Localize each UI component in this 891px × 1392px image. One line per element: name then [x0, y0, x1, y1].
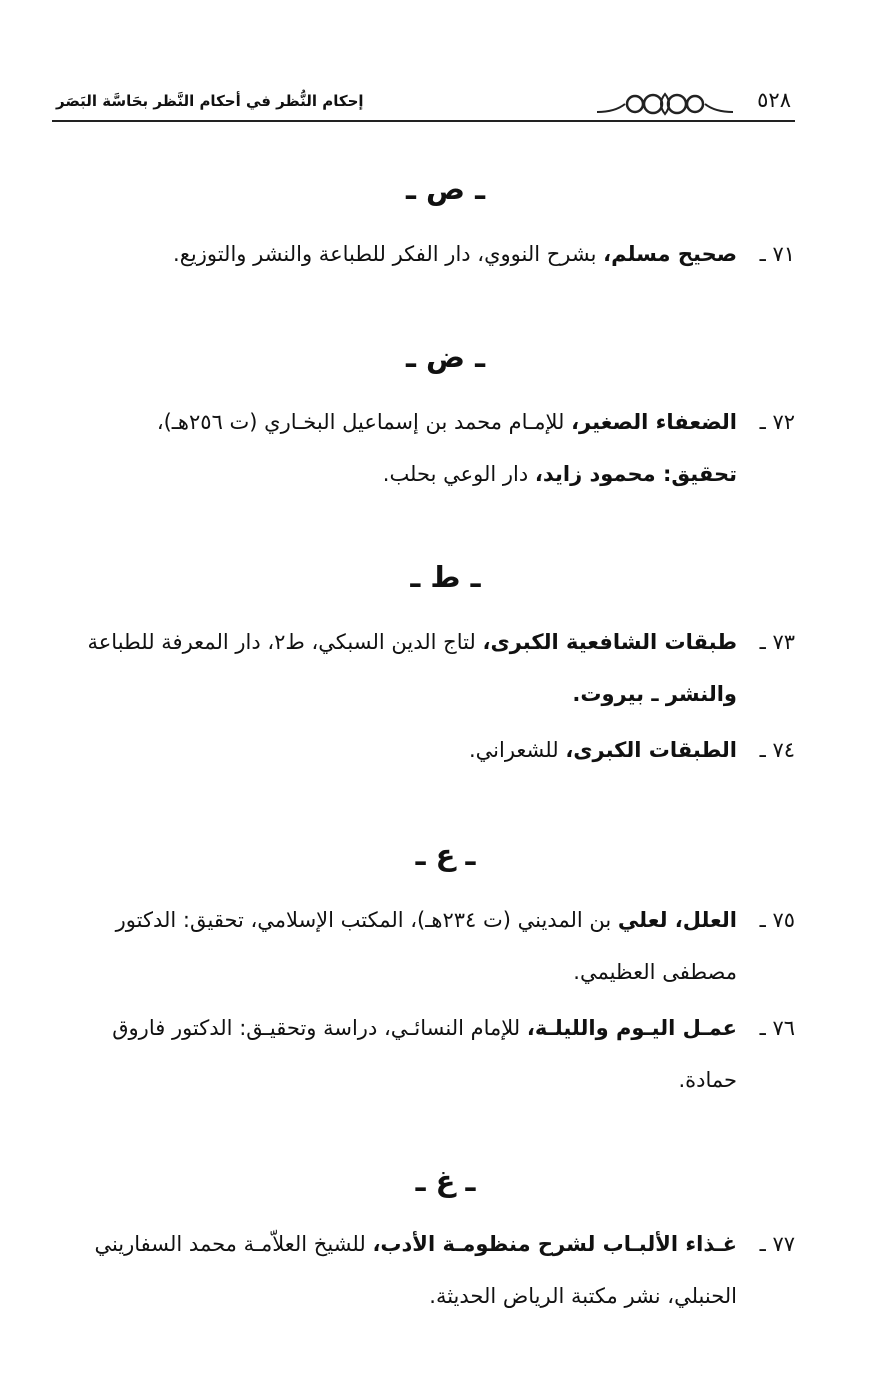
entry-number: ٧٦ ـ — [759, 1016, 795, 1040]
entry-text: للشعراني. — [468, 738, 566, 762]
entry-77 — [52, 1218, 795, 1322]
entry-text: للإمـام محمد بن إسماعيل البخـاري (ت ٢٥٦هـ)، — [156, 410, 572, 434]
section-letter-sad: ـ ص ـ — [405, 172, 486, 206]
entry-title: العلل، لعلي — [617, 908, 737, 932]
entry-continuation — [52, 668, 795, 720]
entry-76 — [52, 1002, 795, 1106]
entry-continuation — [52, 1054, 795, 1106]
entry-continuation — [52, 946, 795, 998]
entry-text: الحنبلي، نشر مكتبة الرياض الحديثة. — [429, 1284, 737, 1308]
running-title: إحكام النُّظر في أحكام النَّظر بحَاسَّة البَصَر — [56, 92, 364, 110]
entry-text: للشيخ العلاّمـة محمد السفاريني — [94, 1232, 373, 1256]
entry-number: ٧٥ ـ — [759, 908, 795, 932]
entry-text: لتاج الدين السبكي، ط٢، دار المعرفة للطباعة — [87, 630, 483, 654]
entry-number: ٧١ ـ — [759, 242, 795, 266]
page-header — [52, 82, 795, 122]
entry-editor: تحقيق: محمود زايد، — [534, 462, 737, 486]
entry-73 — [52, 616, 795, 720]
section-letter-ain: ـ ع ـ — [415, 838, 476, 872]
entry-74 — [52, 724, 795, 776]
section-letter-ghain: ـ غ ـ — [415, 1164, 476, 1198]
entry-text: بشرح النووي، دار الفكر للطباعة والنشر والتوزيع. — [173, 242, 604, 266]
entry-title: غـذاء الألبـاب لشرح منظومـة الأدب، — [372, 1232, 737, 1256]
entry-publisher: والنشر ـ بيروت. — [572, 682, 737, 706]
entry-continuation — [52, 1270, 795, 1322]
section-letter-ta: ـ ط ـ — [410, 560, 481, 594]
header-ornament-icon — [595, 90, 735, 118]
entry-title: عمـل اليـوم والليلـة، — [526, 1016, 737, 1040]
entry-text: حمادة. — [678, 1068, 737, 1092]
entry-title: صحيح مسلم، — [603, 242, 737, 266]
entry-title: الضعفاء الصغير، — [571, 410, 737, 434]
entry-72 — [52, 396, 795, 500]
entry-continuation — [52, 448, 795, 500]
entry-text: دار الوعي بحلب. — [382, 462, 535, 486]
entry-number: ٧٣ ـ — [759, 630, 795, 654]
entry-75 — [52, 894, 795, 998]
entry-number: ٧٢ ـ — [759, 410, 795, 434]
page-number: ٥٢٨ — [757, 88, 791, 112]
entry-text: مصطفى العظيمي. — [573, 960, 737, 984]
section-letter-dad: ـ ض ـ — [405, 340, 486, 374]
entry-number: ٧٧ ـ — [759, 1232, 795, 1256]
entry-number: ٧٤ ـ — [759, 738, 795, 762]
entry-title: طبقات الشافعية الكبرى، — [482, 630, 737, 654]
entry-title: الطبقات الكبرى، — [565, 738, 737, 762]
entry-71 — [52, 228, 795, 280]
entry-text: بن المديني (ت ٢٣٤هـ)، المكتب الإسلامي، تحقيق: الدكتور — [115, 908, 618, 932]
entry-text: للإمام النسائـي، دراسة وتحقيـق: الدكتور فاروق — [112, 1016, 527, 1040]
